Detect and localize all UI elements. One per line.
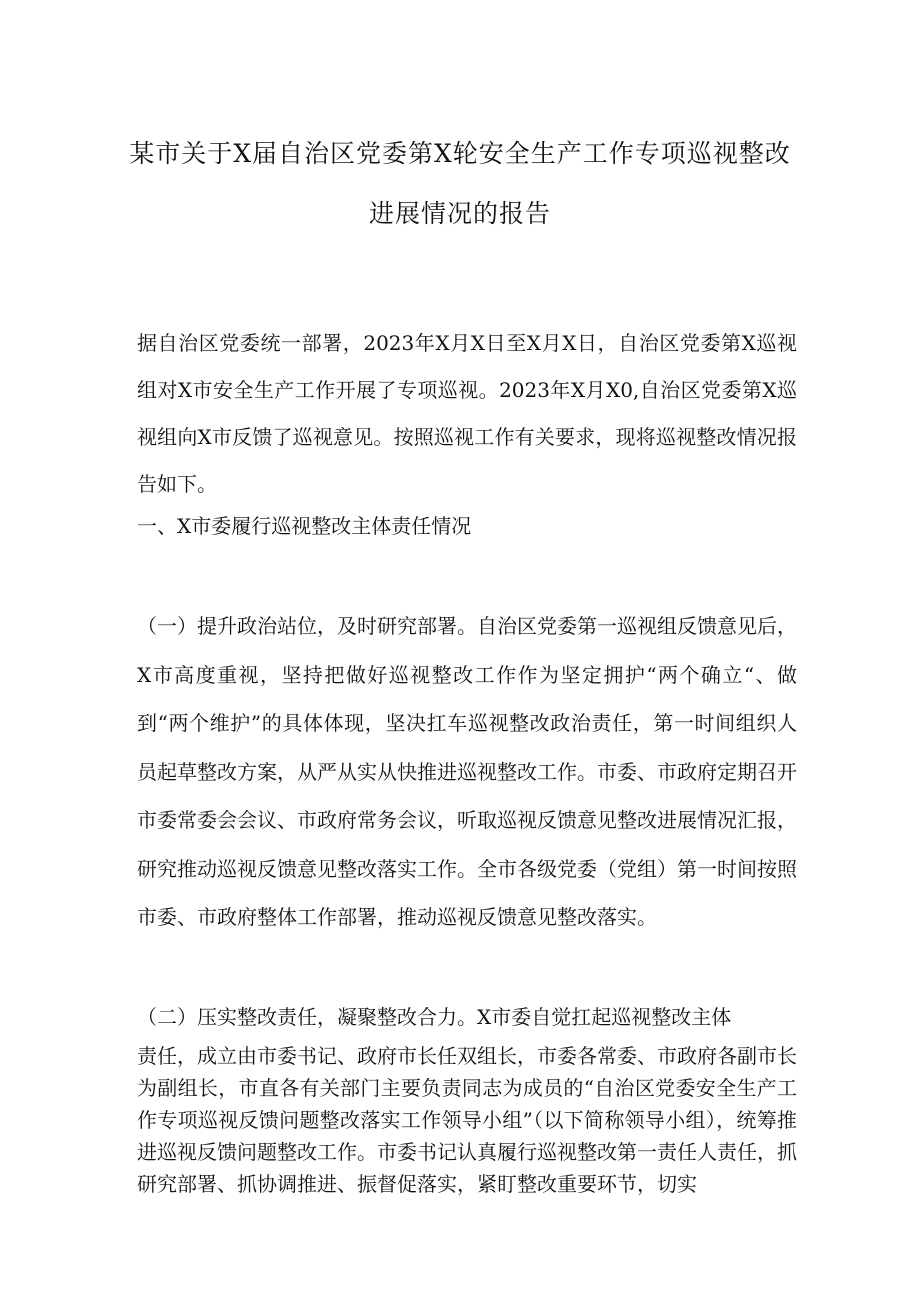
section-1-paragraph-2-body: 责任，成立由市委书记、政府市长任双组长，市委各常委、市政府各副市长为副组长，市直各有关部门主要负责同志为成员的“自治区党委安全生产工作专项巡视反馈问题整改落实工作领导小组”（以下简称领导小组），统筹推进巡视反馈问题整改工作。市委书记认真履行巡视整改第一责任人责任，抓研究部署、抓协调推进、振督促落实，紧盯整改重要环节，切实 [137,1044,797,1196]
section-1-paragraph-1: （一）提升政治站位，及时研究部署。自治区党委第一巡视组反馈意见后，X市高度重视，坚持把做好巡视整改工作作为坚定拥护“两个确立“、做到“两个维护”的具体体现，坚决扛车巡视整改政治责任，第一时间组织人员起草整改方案，从严从实从快推进巡视整改工作。市委、市政府定期召开市委常委会会议、市政府常务会议，听取巡视反馈意见整改进展情况汇报，研究推动巡视反馈意见整改落实工作。全市各级党委（党组）第一时间按照市委、市政府整体工作部署，推动巡视反馈意见整改落实。 [137,614,797,929]
document-title-line-2: 进展情况的报告 [368,199,551,228]
intro-paragraph: 据自治区党委统一部署，2023年X月X日至X月X日，自治区党委第X巡视组对X市安全生产工作开展了专项巡视。2023年X月X0,自治区党委第X巡视组向X市反馈了巡视意见。按照巡视工作有关要求，现将巡视整改情况报告如下。 [137,331,797,496]
section-1-heading: 一、X市委履行巡视整改主体责任情况 [137,514,472,538]
section-1-paragraph-2-lead: （二）压实整改责任，凝聚整改合力。X市委自觉扛起巡视整改主体 [137,1005,732,1029]
document-title-line-1: 某市关于X届自治区党委第X轮安全生产工作专项巡视整改 [129,139,791,168]
